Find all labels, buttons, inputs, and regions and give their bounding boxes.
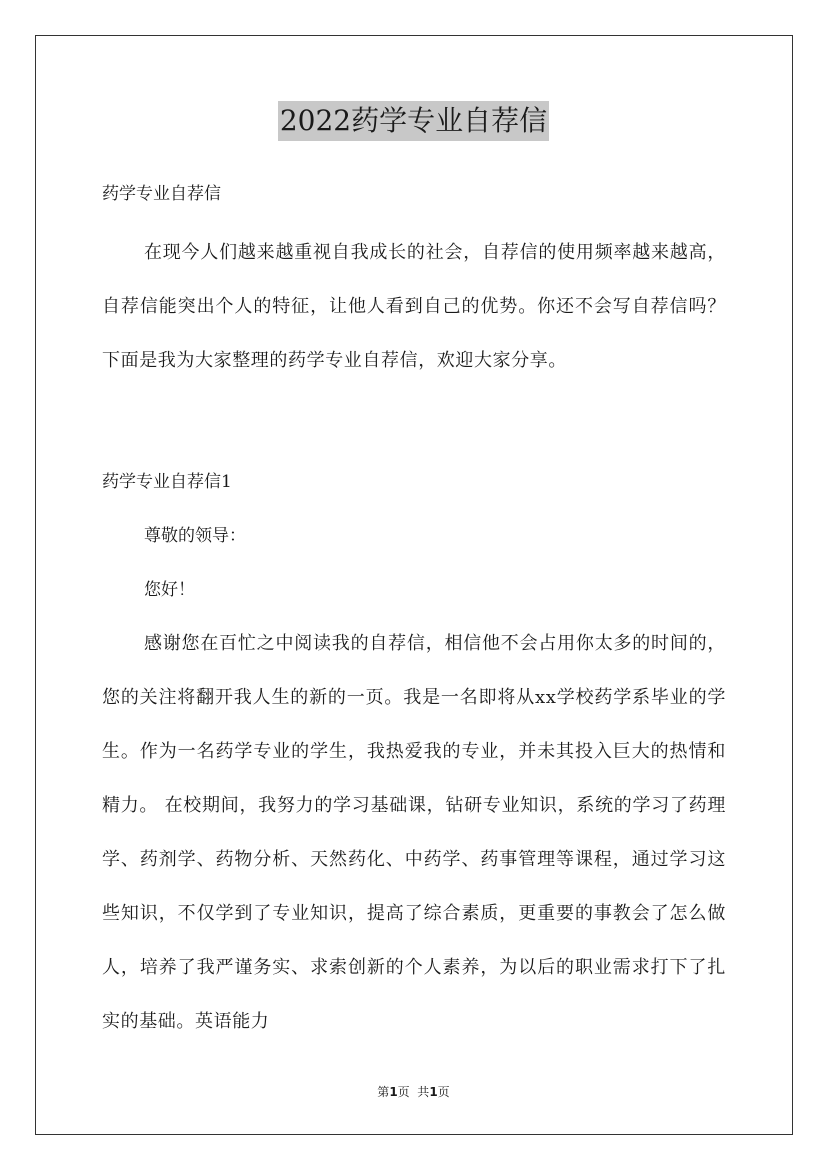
subtitle: 药学专业自荐信 bbox=[102, 184, 221, 204]
greeting: 您好！ bbox=[144, 580, 195, 600]
total-page-number: 1 bbox=[429, 1085, 438, 1099]
page-label-mid: 页 共 bbox=[397, 1085, 430, 1099]
body-paragraph: 感谢您在百忙之中阅读我的自荐信，相信他不会占用你太多的时间的，您的关注将翻开我人生的新的一页。我是一名即将从xx学校药学系毕业的学生。作为一名药学专业的学生，我热爱我的专业，并未其投入巨大的热情和精力。 在校期间，我努力的学习基础课，钻研专业知识，系统的学习了药理学、药剂学、药物分析、天然药化、中药学、药事管理等课程，通过学习这些知识，不仅学到了专业知识，提高了综合素质，更重要的事教会了怎么做人，培养了我严谨务实、求索创新的个人素养，为以后的职业需求打下了扎实的基础。英语能力 bbox=[102, 633, 726, 1032]
page-label-suffix: 页 bbox=[437, 1085, 450, 1099]
document-title: 2022药学专业自荐信 bbox=[278, 101, 549, 141]
document-body bbox=[102, 176, 726, 1049]
title-container bbox=[0, 101, 827, 141]
salutation: 尊敬的领导： bbox=[144, 526, 246, 546]
page-label-prefix: 第 bbox=[377, 1085, 390, 1099]
page-footer bbox=[0, 1084, 827, 1100]
section-heading: 药学专业自荐信1 bbox=[102, 472, 232, 492]
current-page-number: 1 bbox=[389, 1085, 398, 1099]
intro-paragraph: 在现今人们越来越重视自我成长的社会，自荐信的使用频率越来越高，自荐信能突出个人的特征，让他人看到自己的优势。你还不会写自荐信吗？下面是我为大家整理的药学专业自荐信，欢迎大家分享。 bbox=[102, 242, 726, 371]
